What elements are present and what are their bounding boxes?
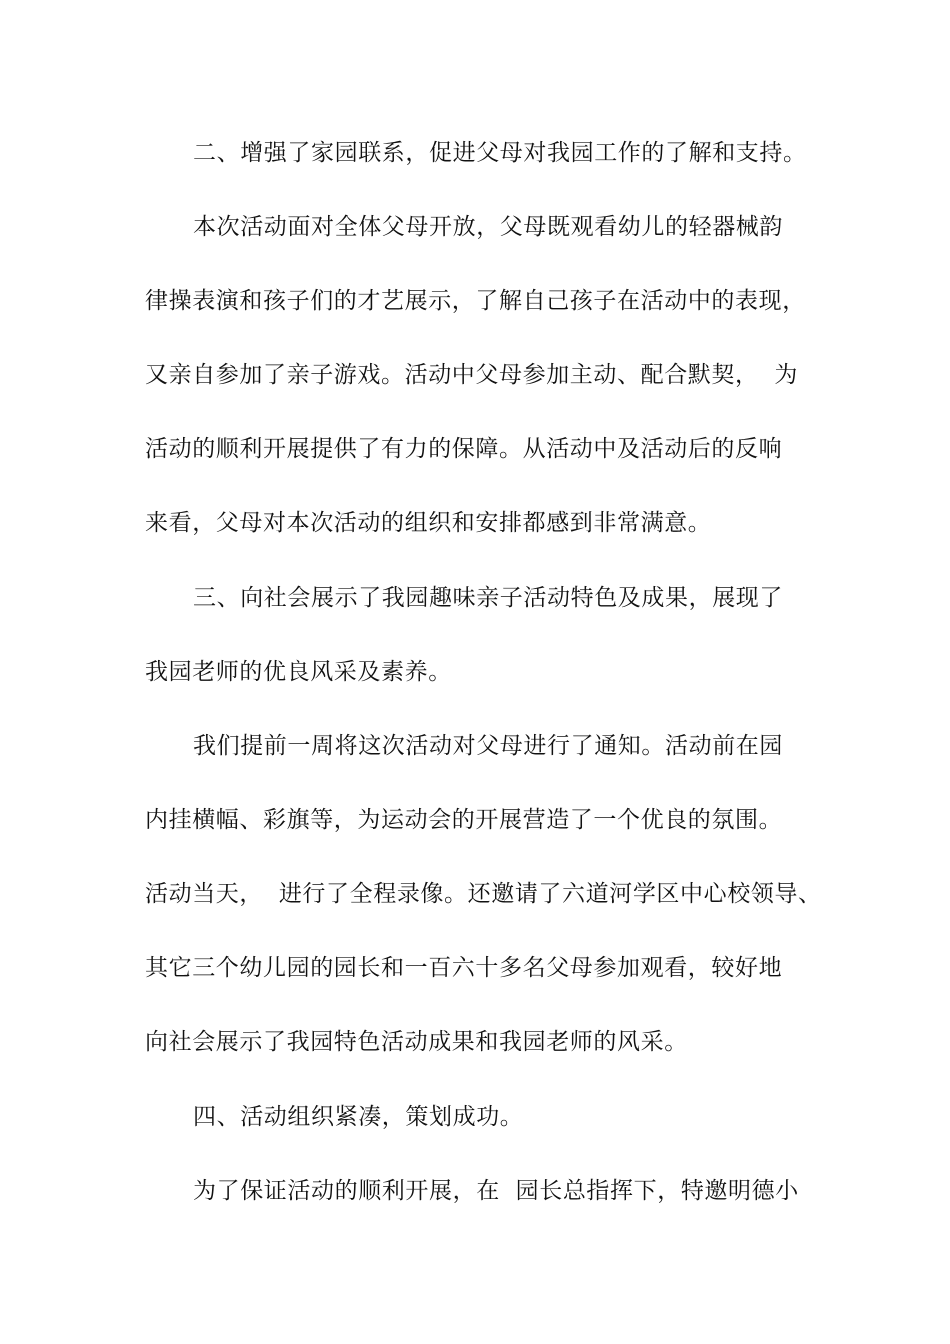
paragraph-line: 本次活动面对全体父母开放，父母既观看幼儿的轻器械韵	[193, 214, 783, 240]
heading-section-3-continued: 我园老师的优良风采及素养。	[145, 659, 452, 685]
paragraph-line: 其它三个幼儿园的园长和一百六十多名父母参加观看，较好地	[145, 955, 783, 981]
heading-section-4: 四、活动组织紧凑，策划成功。	[193, 1104, 524, 1130]
paragraph-line: 律操表演和孩子们的才艺展示，了解自己孩子在活动中的表现，	[145, 288, 806, 314]
paragraph-line: 向社会展示了我园特色活动成果和我园老师的风采。	[145, 1029, 688, 1055]
paragraph-line: 来看，父母对本次活动的组织和安排都感到非常满意。	[145, 510, 712, 536]
heading-section-2: 二、增强了家园联系，促进父母对我园工作的了解和支持。	[193, 140, 807, 166]
paragraph-line: 我们提前一周将这次活动对父母进行了通知。活动前在园	[193, 733, 783, 759]
paragraph-line: 内挂横幅、彩旗等，为运动会的开展营造了一个优良的氛围。	[145, 807, 783, 833]
paragraph-line: 活动的顺利开展提供了有力的保障。从活动中及活动后的反响	[145, 436, 783, 462]
heading-section-3: 三、向社会展示了我园趣味亲子活动特色及成果，展现了	[193, 585, 783, 611]
paragraph-line: 活动当天， 进行了全程录像。还邀请了六道河学区中心校领导、	[145, 881, 822, 907]
paragraph-line: 为了保证活动的顺利开展，在 园长总指挥下，特邀明德小	[193, 1178, 799, 1204]
paragraph-line: 又亲自参加了亲子游戏。活动中父母参加主动、配合默契， 为	[145, 362, 799, 388]
